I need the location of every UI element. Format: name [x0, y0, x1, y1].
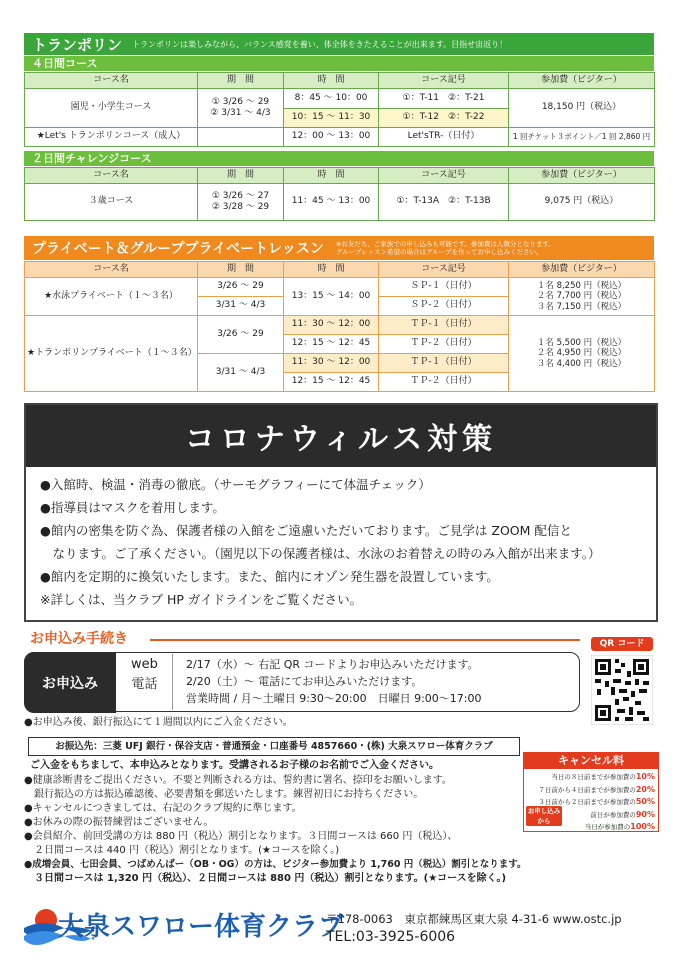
course-code — [379, 184, 509, 221]
methods-divider — [172, 654, 173, 710]
table-row — [25, 184, 655, 221]
table-row — [25, 316, 655, 335]
fee: 1 回チケット３ポイント／1 回 2,860 円 — [509, 128, 655, 147]
period: 3/26 ～ 29 — [198, 278, 284, 297]
cancel-pct: 90% — [635, 809, 655, 819]
trampoline-header — [24, 33, 654, 55]
list-item: ３日間コースは 1,320 円（税込）、２日間コースは 880 円（税込）割引となります。(★コースを除く。) — [24, 873, 507, 884]
course2-title: ２日間チャレンジコース — [24, 151, 654, 166]
cancel-text: 前日が参加費の — [590, 810, 636, 819]
time: 12：00 ～ 13：00 — [284, 128, 379, 147]
fee-line: ３名 4,400 円（税込） — [536, 358, 627, 369]
private-table — [24, 261, 655, 392]
fee: 18,150 円（税込） — [509, 89, 655, 128]
col-header: コース記号 — [379, 168, 509, 184]
title-rule — [150, 639, 580, 641]
time: 10：15 ～ 11：30 — [284, 108, 379, 128]
payment-note: ●お申込み後、銀行振込にて１週間以内にご入金ください。 — [24, 717, 293, 728]
fee-line: １名 8,250 円（税込） — [536, 280, 627, 291]
period — [198, 128, 284, 147]
col-header: コース名 — [25, 262, 198, 278]
time: 13：15 ～ 14：00 — [284, 278, 379, 316]
method-web: web — [131, 657, 158, 672]
course2-table — [24, 167, 655, 221]
list-item: ２日間コースは 440 円（税込）割引となります。(★コースを除く。) — [24, 845, 340, 856]
time: 11：45 ～ 13：00 — [284, 184, 379, 221]
course-code: ＴＰ-２（日付） — [379, 373, 509, 392]
cancel-pct: 20% — [635, 784, 655, 794]
col-header: コース記号 — [379, 73, 509, 89]
list-item: ●お休みの際の振替練習はございません。 — [24, 817, 214, 828]
course4-table — [24, 72, 655, 147]
cancel-text: ３日前から２日前までが参加費の — [538, 798, 636, 806]
time: 12：15 ～ 12：45 — [284, 373, 379, 392]
list-item: ●入館時、検温・消毒の徹底。（サーモグラフィーにて体温チェック） — [40, 477, 431, 492]
trampoline-subtitle: トランポリンは楽しみながら、バランス感覚を養い、体全体をきたえることが出来ます。目指せ宙返り！ — [132, 39, 508, 49]
application-title: お申込み手続き — [30, 631, 128, 647]
cancel-pct: 10% — [635, 772, 655, 781]
club-address: 〒178-0063 東京都練馬区東大泉 4-31-6 www.ostc.jp — [326, 912, 622, 926]
table-header-row — [25, 262, 655, 278]
table-row — [25, 128, 655, 147]
list-item: ●館内を定期的に換気いたします。また、館内にオゾン発生器を設置しています。 — [40, 569, 499, 584]
list-item: ※詳しくは、当クラブ HP ガイドラインをご覧ください。 — [40, 592, 363, 607]
cancel-text: ７日前から４日前までが参加費の — [538, 785, 636, 794]
course-code: ＳＰ-１（日付） — [379, 278, 509, 297]
period — [198, 184, 284, 221]
code-b: ②：T-22 — [448, 112, 485, 123]
table-header-row — [25, 73, 655, 89]
col-header: 期 間 — [198, 262, 284, 278]
cancel-text: 当日が参加費の — [584, 823, 631, 831]
course-code: ＴＰ-２（日付） — [379, 335, 509, 354]
qr-label: QR コード — [591, 637, 653, 651]
payment-after: ご入金をもちまして、本申込みとなります。受講されるお子様のお名前でご入金ください。 — [30, 760, 439, 771]
course-code — [379, 108, 509, 128]
course-code: Let'sTR-（日付） — [379, 128, 509, 147]
list-item: ●キャンセルにつきましては、右記のクラブ規約に準じます。 — [24, 803, 302, 814]
table-row — [25, 89, 655, 109]
list-item: なります。ご了承ください。（園児以下の保護者様は、水泳のお着替えの時のみ入館が出来ます。） — [40, 546, 601, 561]
fee: 9,075 円（税込） — [509, 184, 655, 221]
fee-line: １名 5,500 円（税込） — [536, 337, 627, 348]
cancel-row — [527, 771, 655, 784]
fee-line: ２名 7,700 円（税込） — [536, 291, 627, 302]
cancel-badge: お申し込みから — [527, 807, 561, 825]
cancel-title: キャンセル料 — [524, 753, 658, 769]
course-name: ★水泳プライベート（１～３名） — [25, 278, 198, 316]
course-name: ★トランポリンプライベート（１～３名） — [25, 316, 198, 392]
club-name: 大泉スワロー体育クラブ — [58, 912, 345, 942]
club-tel: TEL:03-3925-6006 — [326, 929, 456, 945]
private-header — [24, 236, 654, 260]
col-header: コース記号 — [379, 262, 509, 278]
apply-line-web: 2/17（水）～ 右記 QR コードよりお申込みいただけます。 — [186, 658, 479, 671]
private-note-2: グループレッスン希望の場合はグループを作ってお申し込みください。 — [335, 248, 543, 256]
period-1: ① 3/26 ～ 27 — [211, 190, 270, 201]
private-title: プライベート＆グループプライベートレッスン — [32, 241, 324, 257]
time: 11：30 ～ 12：00 — [284, 316, 379, 335]
covid-box — [24, 403, 658, 622]
col-header: 時 間 — [284, 73, 379, 89]
col-header: 参加費（ビジター） — [509, 73, 655, 89]
list-item: ●指導員はマスクを着用します。 — [40, 500, 225, 515]
application-methods — [122, 655, 167, 695]
method-tel: 電話 — [131, 677, 158, 692]
course-code: ＴＰ-１（日付） — [379, 354, 509, 373]
course-name: ★Let's トランポリンコース（成人） — [25, 128, 198, 147]
table-header-row — [25, 168, 655, 184]
time: 12：15 ～ 12：45 — [284, 335, 379, 354]
period-1: ① 3/26 ～ 29 — [211, 96, 270, 107]
cancel-text: 当日の８日前までが参加費の — [551, 773, 636, 781]
covid-list — [26, 467, 656, 611]
col-header: 期 間 — [198, 73, 284, 89]
list-item: ●健康診断書をご提出ください。不要と判断される方は、誓約書に署名、捺印をお願いします。 — [24, 775, 452, 786]
covid-title: コロナウィルス対策 — [26, 405, 656, 467]
bank-box: お振込先：三菱 UFJ 銀行・保谷支店・普通預金・口座番号 4857660・(株) 大泉スワロー体育クラブ — [28, 737, 520, 756]
fee-line: ２名 4,950 円（税込） — [536, 348, 627, 359]
col-header: 参加費（ビジター） — [509, 168, 655, 184]
period-2: ② 3/28 ～ 29 — [211, 202, 270, 212]
cancel-row — [527, 784, 655, 797]
private-note-1: ※お友だち、ご家族での申し込みも可能です。参加費は人数分となります。 — [335, 240, 555, 248]
payment-notes — [24, 774, 584, 886]
col-header: 参加費（ビジター） — [509, 262, 655, 278]
period: 3/26 ～ 29 — [198, 316, 284, 354]
code-a: ①：T-11 — [402, 92, 439, 103]
qr-code-icon[interactable] — [591, 655, 653, 725]
table-row — [25, 278, 655, 297]
time: 11：30 ～ 12：00 — [284, 354, 379, 373]
business-hours: 営業時間 / 月～土曜日 9:30～20:00 日曜日 9:00～17:00 — [186, 692, 482, 705]
application-details — [186, 656, 482, 707]
period — [198, 89, 284, 128]
list-item: ●館内の密集を防ぐ為、保護者様の入館をご遠慮いただいております。ご見学は ZOOM 配信と — [40, 523, 572, 538]
col-header: コース名 — [25, 73, 198, 89]
fee — [509, 316, 655, 392]
application-label: お申込み — [24, 652, 116, 713]
course-code: ＳＰ-２（日付） — [379, 297, 509, 316]
time: 8：45 ～ 10：00 — [284, 89, 379, 109]
fee — [509, 278, 655, 316]
code-a: ①：T-12 — [402, 112, 439, 123]
list-item: 銀行振込の方は振込確認後、必要書類を郵送いたします。練習初日にお持ちください。 — [24, 789, 424, 800]
list-item: ●成増会員、七田会員、つばめんばー（OB・OG）の方は、ビジター参加費より 1,760 円（税込）割引となります。 — [24, 859, 527, 870]
fee-line: ３名 7,150 円（税込） — [536, 301, 627, 312]
col-header: コース名 — [25, 168, 198, 184]
period: 3/31 ～ 4/3 — [198, 297, 284, 316]
period: 3/31 ～ 4/3 — [198, 354, 284, 392]
cancel-pct: 50% — [635, 797, 655, 806]
code-b: ②：T-21 — [448, 92, 485, 103]
cancel-pct: 100% — [630, 822, 655, 831]
course-name: ３歳コース — [25, 184, 198, 221]
code-a: ①：T-13A — [396, 196, 439, 207]
course-code — [379, 89, 509, 109]
private-notes — [336, 240, 555, 256]
trampoline-title: トランポリン — [32, 35, 123, 54]
col-header: 時 間 — [284, 168, 379, 184]
col-header: 時 間 — [284, 262, 379, 278]
course4-title: ４日間コース — [24, 56, 654, 71]
course-code: ＴＰ-１（日付） — [379, 316, 509, 335]
list-item: ●会員紹介、前回受講の方は 880 円（税込）割引となります。３日間コースは 660 円（税込）、 — [24, 831, 458, 842]
code-b: ②：T-13B — [448, 196, 491, 207]
course-name: 園児・小学生コース — [25, 89, 198, 128]
period-2: ② 3/31 ～ 4/3 — [210, 108, 271, 118]
col-header: 期 間 — [198, 168, 284, 184]
apply-line-tel: 2/20（土）～ 電話にてお申込みいただけます。 — [186, 675, 423, 688]
